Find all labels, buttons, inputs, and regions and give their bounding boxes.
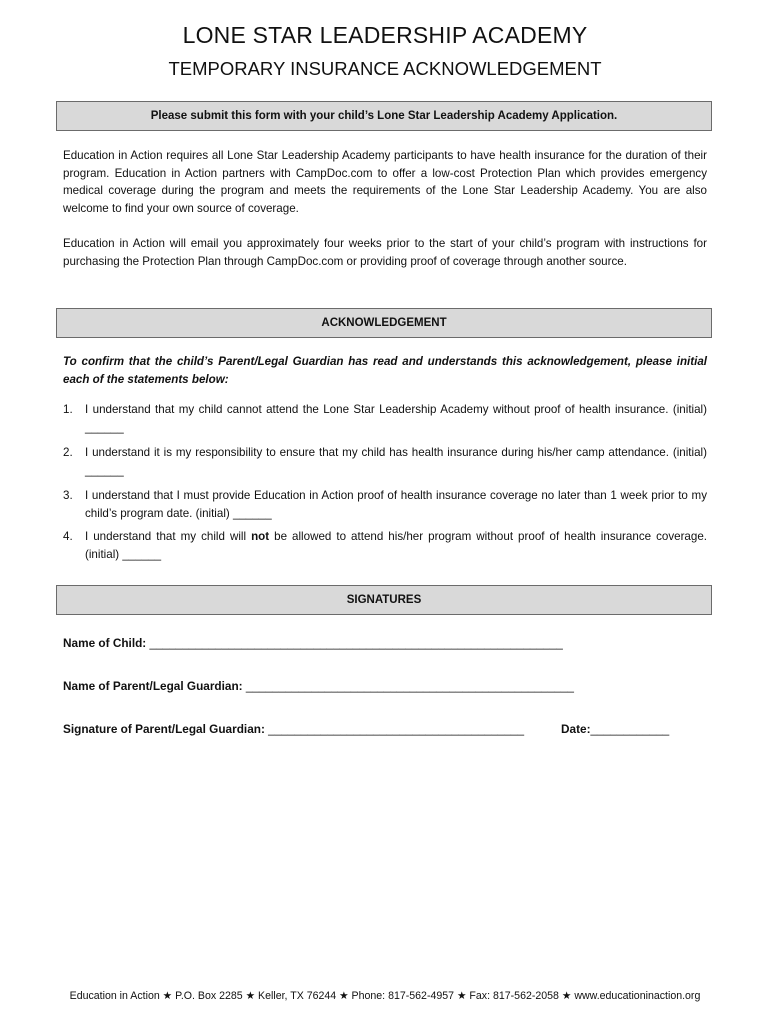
- item-text-start: I understand that my child will: [85, 530, 252, 543]
- acknowledgement-item-2: [63, 444, 707, 479]
- submission-notice-text: Please submit this form with your child’s Lone Star Leadership Academy Application.: [150, 110, 618, 122]
- date-field[interactable]: ____________: [590, 722, 670, 736]
- parent-name-label: Name of Parent/Legal Guardian:: [63, 679, 243, 693]
- item-text: [85, 528, 707, 563]
- acknowledgement-item-3: [63, 487, 707, 522]
- item-text: I understand that my child cannot attend the Lone Star Leadership Academy without proof of health insurance. (initial) ______: [85, 403, 707, 434]
- child-name-row: [63, 636, 563, 650]
- child-name-field[interactable]: _______________________________________________________________: [149, 636, 563, 650]
- signature-label: Signature of Parent/Legal Guardian:: [63, 722, 265, 736]
- item-text: I understand it is my responsibility to ensure that my child has health insurance during his/her camp attendance. (initial) ______: [85, 446, 707, 477]
- child-name-label: Name of Child:: [63, 636, 147, 650]
- item-text-end: be allowed to attend his/her program without proof of health insurance coverage. (initial) ______: [85, 530, 707, 561]
- acknowledgement-item-1: [63, 401, 707, 436]
- footer-contact: Education in Action ★ P.O. Box 2285 ★ Keller, TX 76244 ★ Phone: 817-562-4957 ★ Fax: 817-562-2058 ★ www.educationinaction.org: [69, 990, 701, 1002]
- acknowledgement-heading-text: ACKNOWLEDGEMENT: [321, 317, 447, 329]
- acknowledgement-heading: [56, 308, 712, 338]
- item-number: 3.: [63, 489, 73, 502]
- submission-notice: [56, 101, 712, 131]
- intro-paragraph-2: Education in Action will email you approximately four weeks prior to the start of your child’s program with instructions for purchasing the Protection Plan through CampDoc.com or providing proof of coverage through another source.: [63, 237, 707, 268]
- signatures-heading: [56, 585, 712, 615]
- parent-name-row: [63, 679, 574, 693]
- parent-name-field[interactable]: __________________________________________________: [245, 679, 574, 693]
- item-text: I understand that I must provide Education in Action proof of health insurance coverage no later than 1 week prior to my child’s program date. (initial) ______: [85, 489, 707, 520]
- signature-field[interactable]: _______________________________________: [268, 722, 525, 736]
- item-number: 4.: [63, 530, 73, 543]
- signatures-heading-text: SIGNATURES: [346, 594, 422, 606]
- item-number: 1.: [63, 403, 73, 416]
- page-subtitle: TEMPORARY INSURANCE ACKNOWLEDGEMENT: [168, 58, 602, 79]
- intro-paragraph-1: Education in Action requires all Lone Star Leadership Academy participants to have health insurance for the duration of their program. Education in Action partners with CampDoc.com to offer a low-cost Protection Plan which provides emergency medical coverage during the program and meets the requirements of the Lone Star Leadership Academy. You are also welcome to find your own source of coverage.: [63, 149, 707, 215]
- date-row: [561, 722, 669, 736]
- item-text-emphasis: not: [251, 530, 270, 543]
- signature-row: [63, 722, 524, 736]
- acknowledgement-instructions: To confirm that the child’s Parent/Legal Guardian has read and understands this acknowledgement, please initial each of the statements below:: [63, 355, 707, 386]
- acknowledgement-item-4: [63, 528, 707, 563]
- page-title: LONE STAR LEADERSHIP ACADEMY: [182, 22, 588, 48]
- date-label: Date:: [561, 722, 591, 736]
- item-number: 2.: [63, 446, 73, 459]
